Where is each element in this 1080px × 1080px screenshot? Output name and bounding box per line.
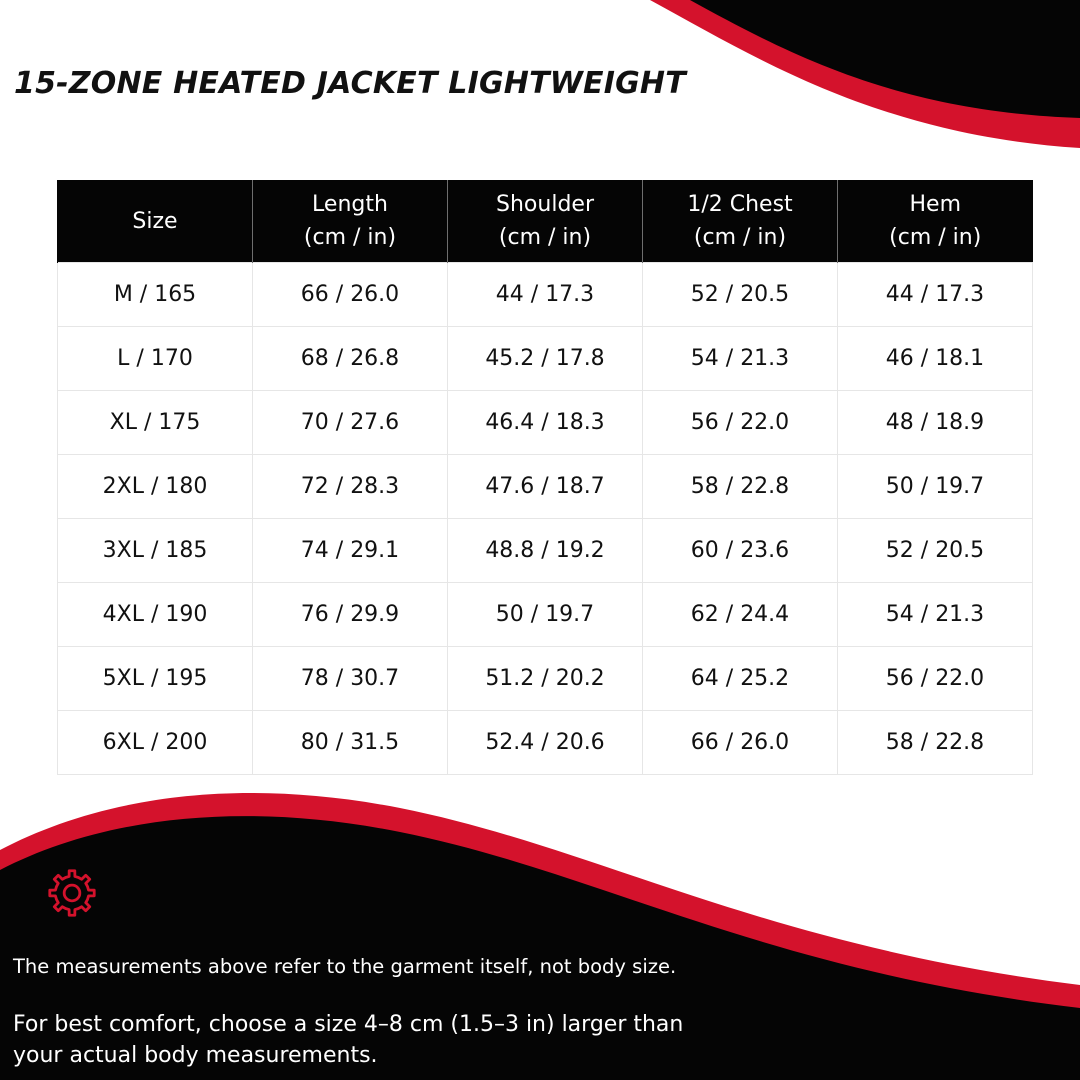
measurement-cell: 60 / 23.6 <box>643 519 838 583</box>
column-header <box>253 180 448 263</box>
sizing-advice <box>13 1009 683 1071</box>
column-header <box>643 180 838 263</box>
column-header-unit: (cm / in) <box>889 225 982 250</box>
measurement-cell: 68 / 26.8 <box>253 327 448 391</box>
measurement-cell: 70 / 27.6 <box>253 391 448 455</box>
measurement-cell: 66 / 26.0 <box>643 711 838 775</box>
table-row <box>58 583 1033 647</box>
column-header-label: Size <box>132 208 178 234</box>
measurement-cell: 72 / 28.3 <box>253 455 448 519</box>
measurement-cell: 54 / 21.3 <box>643 327 838 391</box>
measurement-cell: 46 / 18.1 <box>838 327 1033 391</box>
measurement-cell: 62 / 24.4 <box>643 583 838 647</box>
page-title: 15-ZONE HEATED JACKET LIGHTWEIGHT <box>14 66 686 101</box>
measurement-cell: 56 / 22.0 <box>643 391 838 455</box>
measurement-note: The measurements above refer to the garment itself, not body size. <box>13 955 677 978</box>
column-header <box>58 180 253 263</box>
measurement-cell: 51.2 / 20.2 <box>448 647 643 711</box>
column-header-unit: (cm / in) <box>303 225 397 250</box>
size-chart-table <box>57 180 1033 775</box>
table-row <box>58 711 1033 775</box>
measurement-cell: 58 / 22.8 <box>643 455 838 519</box>
measurement-cell: 80 / 31.5 <box>253 711 448 775</box>
size-cell: 5XL / 195 <box>58 647 253 711</box>
column-header-label: 1/2 Chest <box>687 192 793 217</box>
measurement-cell: 48.8 / 19.2 <box>448 519 643 583</box>
gear-icon <box>44 865 100 921</box>
table-row <box>58 263 1033 327</box>
column-header-label: Hem <box>909 192 961 217</box>
table-row <box>58 455 1033 519</box>
column-header-label: Length <box>312 192 388 217</box>
measurement-cell: 52.4 / 20.6 <box>448 711 643 775</box>
measurement-cell: 74 / 29.1 <box>253 519 448 583</box>
measurement-cell: 50 / 19.7 <box>838 455 1033 519</box>
measurement-cell: 52 / 20.5 <box>838 519 1033 583</box>
measurement-cell: 46.4 / 18.3 <box>448 391 643 455</box>
column-header-label: Shoulder <box>496 192 594 217</box>
table-row <box>58 327 1033 391</box>
measurement-cell: 48 / 18.9 <box>838 391 1033 455</box>
table-row <box>58 391 1033 455</box>
size-cell: 2XL / 180 <box>58 455 253 519</box>
measurement-cell: 56 / 22.0 <box>838 647 1033 711</box>
sizing-advice-line-2: your actual body measurements. <box>13 1043 378 1068</box>
measurement-cell: 44 / 17.3 <box>838 263 1033 327</box>
size-cell: 3XL / 185 <box>58 519 253 583</box>
table-body <box>58 263 1033 775</box>
measurement-cell: 64 / 25.2 <box>643 647 838 711</box>
table-header-row <box>58 180 1033 263</box>
measurement-cell: 47.6 / 18.7 <box>448 455 643 519</box>
table-row <box>58 519 1033 583</box>
column-header <box>838 180 1033 263</box>
table-row <box>58 647 1033 711</box>
size-cell: L / 170 <box>58 327 253 391</box>
measurement-cell: 54 / 21.3 <box>838 583 1033 647</box>
sizing-advice-line-1: For best comfort, choose a size 4–8 cm (1.5–3 in) larger than <box>13 1012 684 1037</box>
measurement-cell: 50 / 19.7 <box>448 583 643 647</box>
measurement-cell: 52 / 20.5 <box>643 263 838 327</box>
size-cell: 6XL / 200 <box>58 711 253 775</box>
size-cell: XL / 175 <box>58 391 253 455</box>
size-cell: M / 165 <box>58 263 253 327</box>
measurement-cell: 58 / 22.8 <box>838 711 1033 775</box>
measurement-cell: 78 / 30.7 <box>253 647 448 711</box>
column-header-unit: (cm / in) <box>498 225 592 250</box>
column-header <box>448 180 643 263</box>
size-cell: 4XL / 190 <box>58 583 253 647</box>
measurement-cell: 66 / 26.0 <box>253 263 448 327</box>
column-header-unit: (cm / in) <box>693 225 787 250</box>
measurement-cell: 44 / 17.3 <box>448 263 643 327</box>
measurement-cell: 45.2 / 17.8 <box>448 327 643 391</box>
measurement-cell: 76 / 29.9 <box>253 583 448 647</box>
